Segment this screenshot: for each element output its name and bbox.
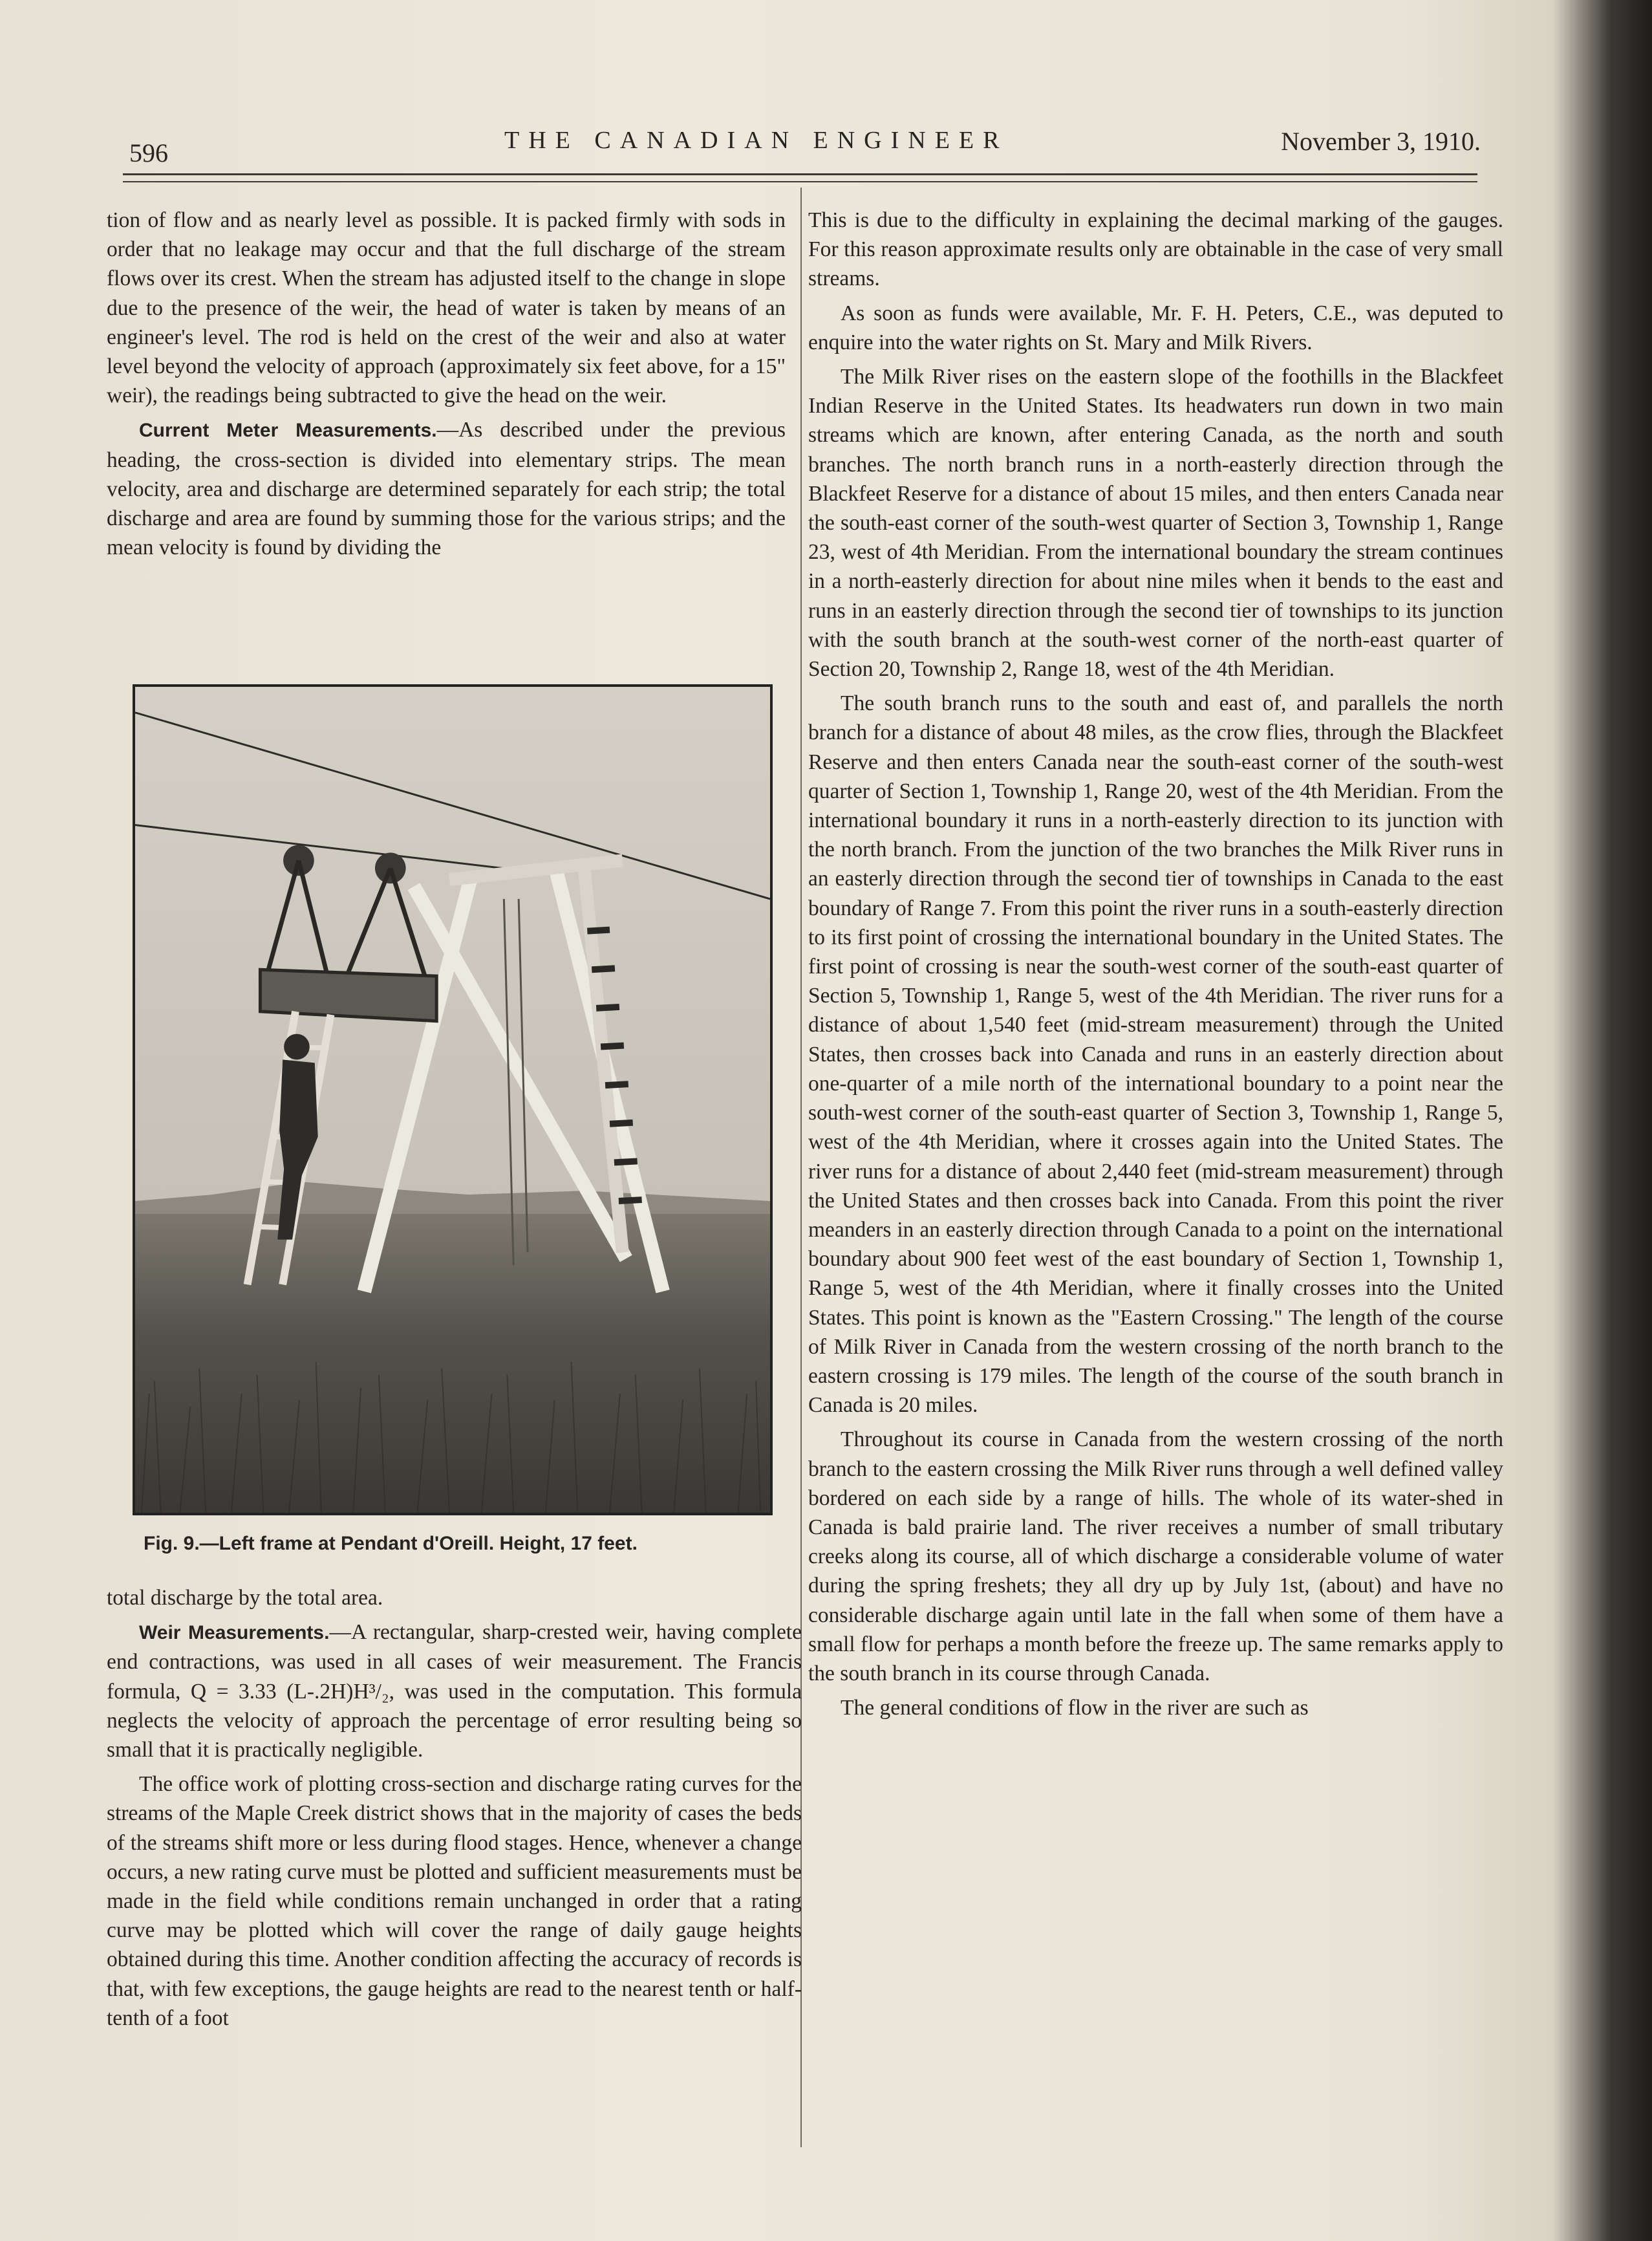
paragraph: The general conditions of flow in the river are such as [841,1696,1309,1720]
paragraph-text: —As described under the previous heading, the cross-section is divided into elementary strips. The mean velocity, area and discharge are determined separately for each strip; the total discharge and area are found by summing those for the various strips; and the mean velocity is found by dividing the [107,418,786,560]
paragraph: The office work of plotting cross-section and discharge rating curves for the streams of the Maple Creek district shows that in the majority of cases the beds of the streams shift more or less during flood stages. Hence, whenever a change occurs, a new rating curve must be plotted and sufficient measurements must be made in the field while conditions remain unchanged in order that a rating curve may be plotted which will cover the range of daily gauge heights obtained during this time. Another condition affecting the accuracy of records is that, with few exceptions, the gauge heights are read to the nearest tenth or half-tenth of a foot [107,1772,802,2030]
header-rule [123,173,1477,175]
paragraph: tion of flow and as nearly level as possible. It is packed firmly with sods in order that no leakage may occur and that the full discharge of the stream flows over its crest. When the stream has adjusted itself to the change in slope due to the presence of the weir, the head of water is taken by means of an engineer's level. The rod is held on the crest of the weir and also at water level beyond the velocity of approach (approximately six feet above, for a 15" weir), the readings being subtracted to give the head on the weir. [107,208,786,408]
paragraph-text: —A rectangular, sharp-crested weir, having complete end contractions, was used in all cases of weir measurement. The Francis formula, Q = 3.33 (L-.2H)H³/₂, was used in the computation. This formula neglects the velocity of approach the percentage of error resulting being so small that it is practically negligible. [107,1620,802,1762]
page-header [129,126,1481,168]
paragraph-current-meter [107,415,786,562]
paragraph: Throughout its course in Canada from the western crossing of the north branch to the eastern crossing the Milk River runs through a well defined valley bordered on each side by a range of hills. The whole of its water-shed in Canada is bald prairie land. The river receives a number of small tributary creeks along its course, all of which discharge a considerable volume of water during the spring freshets; they all dry up by July 1st, (about) and have no considerable discharge again until late in the fall when some of them have a small flow for perhaps a month before the freeze up. The same remarks apply to the south branch in its course through Canada. [808,1427,1503,1685]
subheading-current-meter: Current Meter Measurements. [139,420,437,442]
journal-title: THE CANADIAN ENGINEER [504,127,1009,154]
paragraph: The south branch runs to the south and east of, and parallels the north branch for a distance of about 48 miles, as the crow flies, through the Blackfeet Reserve and then enters Canada near the south-east corner of the south-west quarter of Section 1, Township 1, Range 20, west of the 4th Meridian. From the international boundary it runs in a north-easterly direction to its junction with the north branch. From the junction of the two branches the Milk River runs in an easterly direction through the second tier of townships in Canada to the east boundary of Range 7. From this point the river runs in a south-easterly direction to its first point of crossing the international boundary in the United States. The first point of crossing is near the south-west corner of the south-east quarter of Section 5, Township 1, Range 5, west of the 4th Meridian. The river runs for a distance of about 1,540 feet (mid-stream measurement) through the United States, then crosses back into Canada and runs in an easterly direction about one-quarter of a mile north of the international boundary to a point near the south-west corner of the south-east quarter of Section 3, Township 1, Range 5, west of the 4th Meridian, where it crosses again into the United States. The river runs for a distance of about 2,440 feet (mid-stream measurement) through the United States and then crosses back into Canada. From this point the river meanders in an easterly direction through Canada to a point on the international boundary about 900 feet west of the east boundary of Section 1, Township 1, Range 5, west of the 4th Meridian, where it finally crosses into the United States. This point is known as the "Eastern Crossing." The length of the course of Milk River in Canada from the western crossing of the north branch to the eastern crossing is 179 miles. The length of the course of the south branch in Canada is 20 miles. [808,691,1503,1418]
paragraph: As soon as funds were available, Mr. F. H. Peters, C.E., was deputed to enquire into the water rights on St. Mary and Milk Rivers. [808,301,1503,354]
issue-date: November 3, 1910. [1281,127,1481,156]
header-rule-thin [123,181,1477,182]
page-number: 596 [129,138,168,168]
paragraph: total discharge by the total area. [107,1586,383,1610]
figure-photo [133,684,773,1515]
paragraph-weir [107,1618,802,1764]
left-column-top [107,206,786,562]
photo-left-frame [135,687,770,1513]
subheading-weir: Weir Measurements. [139,1622,330,1644]
figure-caption: Fig. 9.—Left frame at Pendant d'Oreill. Height, 17 feet. [144,1533,638,1554]
left-column-bottom [107,1583,802,2033]
paragraph: This is due to the difficulty in explaining the decimal marking of the gauges. For this reason approximate results only are obtainable in the case of very small streams. [808,208,1503,291]
paragraph: The Milk River rises on the eastern slope of the foothills in the Blackfeet Indian Reserve in the United States. Its headwaters run down in two main streams which are known, after entering Canada, as the north and south branches. The north branch runs in a north-easterly direction through the Blackfeet Reserve for a distance of about 15 miles, and then enters Canada near the south-east corner of the south-west quarter of Section 3, Township 1, Range 23, west of 4th Meridian. From the international boundary the stream continues in a north-easterly direction for about nine miles when it bends to the east and runs in an easterly direction through the second tier of townships to its junction with the south branch at the south-west corner of the north-east quarter of Section 20, Township 2, Range 18, west of the 4th Meridian. [808,365,1503,682]
right-column [808,206,1503,1722]
